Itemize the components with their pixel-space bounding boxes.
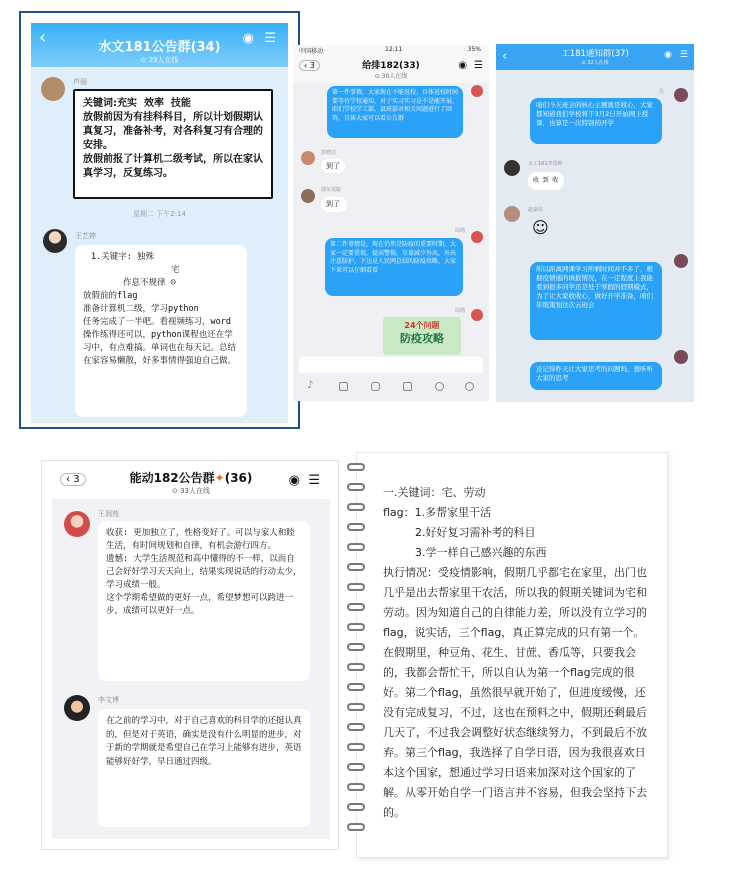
avatar[interactable] [43,229,67,253]
group-avatar-icon[interactable]: ◉ [664,50,672,60]
group-avatar-icon[interactable]: ◉ [458,60,467,71]
sticker [528,216,554,242]
timestamp: 星期二 下午2:14 [133,210,186,218]
spiral-ring [347,763,365,771]
note-line: 3.学一样自己感兴趣的东西 [415,546,547,559]
sender-name: 水工181李茂婷 [528,161,563,167]
menu-icon[interactable]: ☰ [264,31,276,46]
chat-header [52,461,330,499]
image-caption: 24个问题 [404,321,440,330]
chat-panel-nengdong182 [41,460,339,850]
status-bar: 中国移动 12:11 35% [293,45,489,55]
chat-title: 水文181公告群(34) [98,40,221,55]
avatar[interactable] [301,189,315,203]
sender-name: 李文博 [98,696,119,704]
group-avatar-icon[interactable]: ◉ [242,31,254,46]
message-bubble: 关键词:充实 效率 技能 放假前因为有挂科科目，所以计划假期认真复习，准备补考，对各科复习有合理的安排。 放假前报了计算机二级考试，所以在家认真学习，反复练习。 [73,89,273,199]
message-line: 1.关键字: 独殊 [91,252,154,262]
notebook-page [356,452,668,858]
back-arrow-icon[interactable]: ‹ [39,27,47,48]
image-icon[interactable] [339,382,348,391]
note-paragraph: 执行情况：受疫情影响，假期几乎都宅在家里，出门也几乎是出去帮家里干农活，所以我的假期关键词为宅和劳动。因为知道自己的自律能力差，所以没有立学习的flag，说实话，三个flag，真正算完成的只有第一个。在假期里，种豆角、花生、甘蔗、香瓜等，只要我会的，我都会帮忙干，所以自认为第一个flag完成的很好。第二个flag，虽然很早就开始了，但进度缓慢，还没有完成复习，不过，这也在预料之中，假期还剩最后几天了，不过我会调整好状态继续努力，不到最后不放弃。第三个flag，我选择了自学日语，因为我很喜欢日本这个国家，想通过学习日语来加深对这个国家的了解。从零开始自学一门语言并不容易，但我会坚持下去的。 [383,566,647,819]
microphone-icon[interactable]: ♪ [307,380,314,391]
emoji-icon: ☺ [170,278,176,288]
image-caption: 防疫攻略 [400,332,444,345]
spiral-ring [347,523,365,531]
input-toolbar [293,377,489,397]
avatar[interactable] [64,695,90,721]
sender-name: 周靖 [454,308,465,314]
spiral-ring [347,603,365,611]
spiral-ring [347,823,365,831]
message-bubble: 到了 [321,159,345,173]
message-input[interactable] [299,357,483,373]
maple-leaf-icon: ✦ [214,471,225,485]
message-line: 放假前的flag 准备计算机二级，学习python 任务完成了一半吧。看视频练习，word操作练得还可以，python课程也还在学习中，有点难搞。单词也在每天记。总结在家容易懒散，好多事情得强迫自己做。 [83,291,237,366]
sender-name: 郭尔龙聪 [321,187,342,193]
spiral-ring [347,563,365,571]
message-bubble: 还记得昨天让大家思考的问题吗，想听听大家的思考 [530,362,662,390]
avatar[interactable] [64,511,90,537]
message-bubble: 收获: 更加独立了，性格变好了。可以与家人和睦生活，有时间规划和自律，有机会游行四方。 遗憾: 大学生活规范和高中懂得的不一样，以而自己会好好学习天天向上，结果实现说话的行动太少，学习成绩一般。 这个学期希望做的更好一点，希望梦想可以跨进一步，成绩可以更好一点。 [98,521,310,681]
spiral-ring [347,723,365,731]
chat-panel-jipai182 [293,45,489,401]
spiral-ring [347,583,365,591]
spiral-ring [347,463,365,471]
notebook-text [383,483,653,823]
spiral-ring [347,783,365,791]
spiral-ring [347,623,365,631]
message-bubble: 到了 [321,197,347,212]
spiral-ring [347,503,365,511]
sticker-face-icon: ☺ [532,218,549,237]
shared-image[interactable] [383,317,461,355]
chat-panel-gong181 [496,44,694,402]
avatar[interactable] [471,231,483,243]
message-bubble: 收 到 收 [528,172,564,190]
menu-icon[interactable]: ☰ [474,60,483,71]
chat-header [293,55,489,83]
note-line: flag：1.多帮家里干活 [383,506,492,519]
spiral-ring [347,543,365,551]
sender-name: 周靖 [454,228,465,234]
back-button[interactable]: ‹ 3 [299,60,320,71]
note-line: 2.好好复习需补考的科目 [415,526,536,539]
spiral-ring [347,643,365,651]
note-line: 一.关键词：宅、劳动 [383,486,486,499]
spiral-ring [347,483,365,491]
menu-icon[interactable]: ☰ [679,50,688,60]
chat-header [496,44,694,70]
online-count: ⊙ 33人在线 [172,487,210,495]
spiral-ring [347,683,365,691]
message-line: 宅 [171,265,180,275]
sender-name: 吕 [658,89,664,95]
spiral-ring [347,743,365,751]
avatar[interactable] [41,77,65,101]
avatar[interactable] [674,88,688,102]
message-bubble: 在之前的学习中，对于自己喜欢的科目学的还挺认真的，但是对于英语，确实是没有什么明显的进步，对于新的学期就是希望自己在学习上能够有进步，英语能够好好学，早日通过四级。 [98,709,310,827]
avatar[interactable] [504,160,520,176]
message-bubble: 第一件事情，大家现在不能返校，具体返校时间要等待学校通知，对于实习实习是不是能开展，咱们学校学工部，县班部对相关问题进行了回答，具体大家可以看公告群 [327,86,463,138]
spiral-ring [347,703,365,711]
avatar[interactable] [471,85,483,97]
file-icon[interactable] [403,382,412,391]
group-avatar-icon[interactable]: ◉ [288,473,300,488]
message-bubble: 第二件事情是，现在仍然是防疫的重要时期，大家一定要重视，提高警惕，尽量减少外出，外出注意防护，下边是人民网总结的防疫攻略，大家下来可以仔细看看 [325,238,463,296]
chat-window [31,23,288,423]
spiral-ring [347,663,365,671]
back-button[interactable]: ‹ 3 [60,473,86,486]
plus-icon[interactable] [465,382,474,391]
chat-title: 工181通知群(37) [561,49,629,59]
chat-title: 给排182(33) [362,61,420,71]
online-count: ⊙ 32人在线 [581,60,609,66]
sender-name: 赵嘉仪 [528,207,544,213]
sender-name: 王润苑 [98,510,119,518]
online-count: ⊙ 30人在线 [374,73,408,80]
sender-name: 王艺婷 [75,232,96,240]
avatar[interactable] [301,151,315,165]
message-line: 作息不规律 ☺ [123,278,176,288]
spiral-ring [347,803,365,811]
back-arrow-icon[interactable]: ‹ [502,49,508,64]
camera-icon[interactable] [371,382,380,391]
sender-name: 彭晓洁 [321,150,337,156]
message-bubble [75,245,247,417]
avatar[interactable] [674,254,688,268]
avatar[interactable] [674,350,688,364]
avatar[interactable] [471,309,483,321]
chat-window [52,461,330,839]
spiral-binding [347,463,367,843]
message-bubble: 咱们今天班会的核心主题就是收心，大家都知道我们学校将于3月2日开始网上授课，也算是一次特别的开学 [530,98,662,144]
avatar[interactable] [504,206,520,222]
chat-title: 能动182公告群✦(36) [129,471,253,485]
message-bubble: 所以距离网课学习所剩时间并不多了，根据疫情通的填报情况，在一定程度上我能看到很多同学还是处于寒假的假期模式，为了让大家收收心，做好开学准备，咱们年级策划这次云班会 [530,262,662,340]
online-count: ⊙ 29人在线 [140,56,179,64]
chat-panel-shuiwen181 [19,11,300,429]
chat-header [31,23,288,67]
menu-icon[interactable]: ☰ [308,473,320,488]
sender-name: 芦丽 [73,78,87,86]
emoji-icon[interactable] [435,382,444,391]
